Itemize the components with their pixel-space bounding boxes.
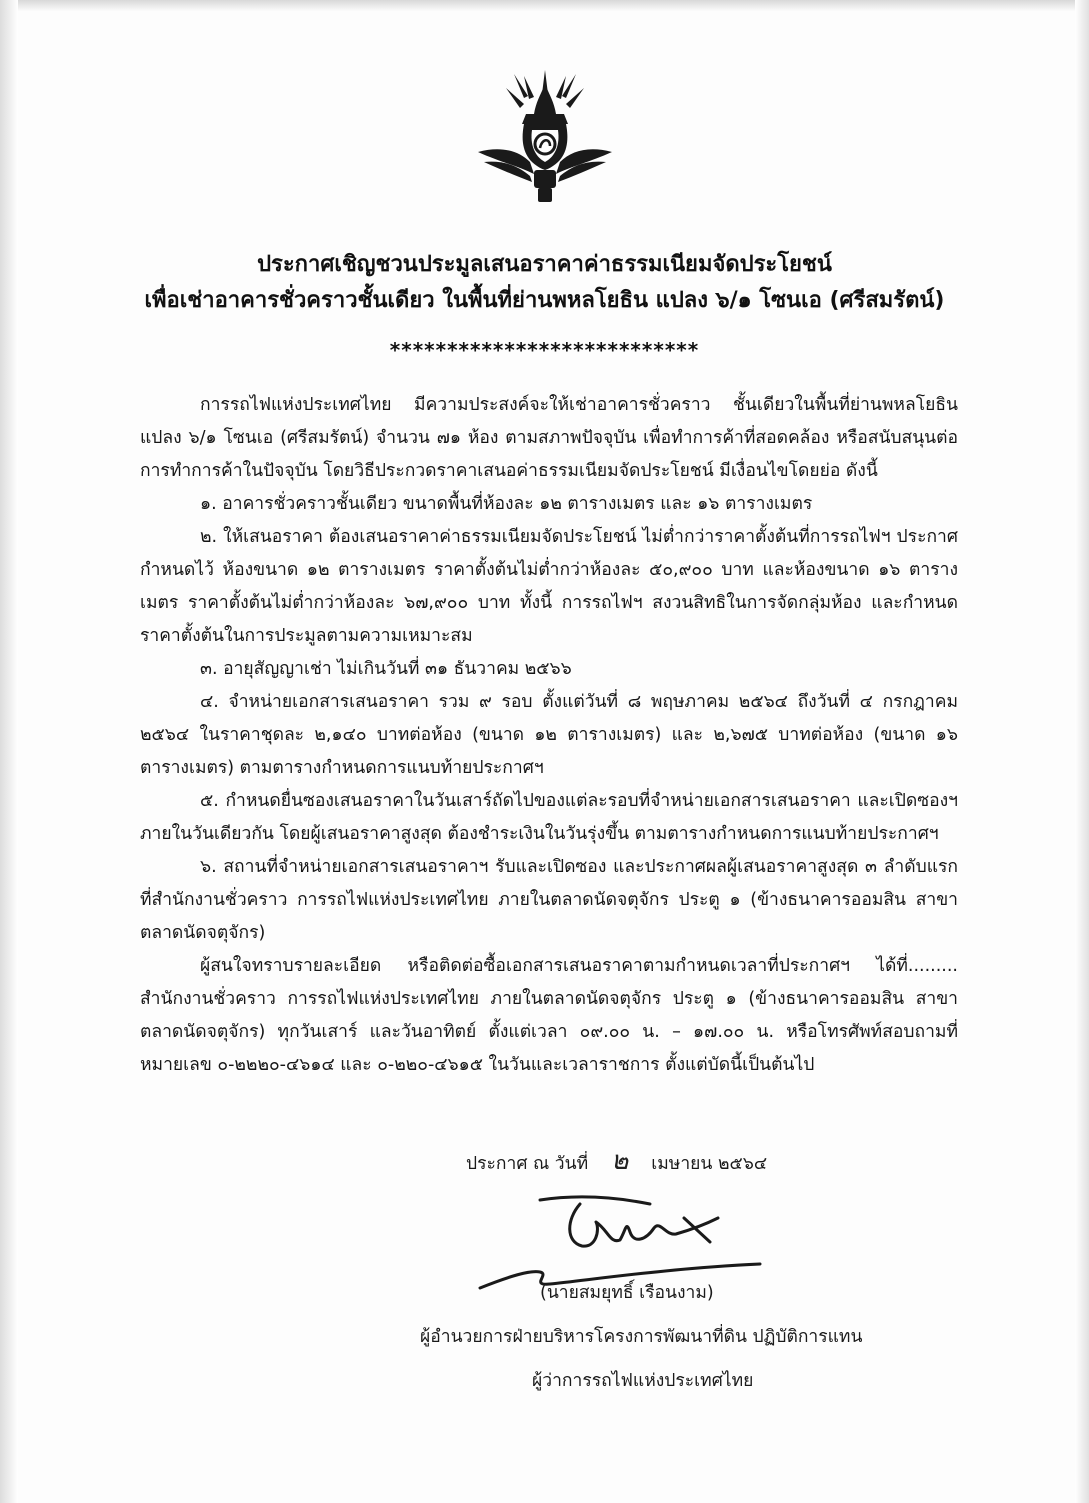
scan-shadow-top — [0, 0, 1089, 12]
condition-1: ๑. อาคารชั่วคราวชั้นเดียว ขนาดพื้นที่ห้องละ ๑๒ ตารางเมตร และ ๑๖ ตารางเมตร — [200, 494, 813, 514]
scan-shadow-right — [1075, 0, 1089, 1503]
signer-name: (นายสมยุทธิ์ เรือนงาม) — [540, 1283, 714, 1303]
condition-3: ๓. อายุสัญญาเช่า ไม่เกินวันที่ ๓๑ ธันวาคม ๒๕๖๖ — [200, 659, 572, 679]
scan-shadow-left — [0, 0, 18, 1503]
document-title-line-1: ประกาศเชิญชวนประมูลเสนอราคาค่าธรรมเนียมจัดประโยชน์ — [257, 252, 832, 277]
condition-4: ๔. จำหน่ายเอกสารเสนอราคา รวม ๙ รอบ ตั้งแต่วันที่ ๘ พฤษภาคม ๒๕๖๔ ถึงวันที่ ๔ กรกฎาคม ๒๕๖๔ ในราคาชุดละ ๒,๑๔๐ บาทต่อห้อง (ขนาด ๑๒ ตารางเมตร) และ ๒,๖๗๕ บาทต่อห้อง (ขนาด ๑๖ ตารางเมตร) ตามตารางกำหนดการแนบท้ายประกาศฯ — [140, 692, 958, 778]
announcement-date — [466, 1146, 767, 1179]
intro-paragraph: การรถไฟแห่งประเทศไทย มีความประสงค์จะให้เช่าอาคารชั่วคราว ชั้นเดียวในพื้นที่ย่านพหลโยธิน แปลง ๖/๑ โซนเอ (ศรีสมรัตน์) จำนวน ๗๑ ห้อง ตามสภาพปัจจุบัน เพื่อทำการค้าที่สอดคล้อง หรือสนับสนุนต่อการทำการค้าในปัจจุบัน โดยวิธีประกวดราคาเสนอค่าธรรมเนียมจัดประโยชน์ มีเงื่อนไขโดยย่อ ดังนี้ — [140, 395, 958, 481]
railway-emblem-icon — [474, 66, 616, 206]
announce-month-year: เมษายน ๒๕๖๔ — [651, 1154, 768, 1174]
star-separator: *************************** — [389, 338, 700, 362]
signer-organization: ผู้ว่าการรถไฟแห่งประเทศไทย — [532, 1371, 754, 1391]
announce-prefix: ประกาศ ณ วันที่ — [466, 1154, 589, 1174]
condition-2: ๒. ให้เสนอราคา ต้องเสนอราคาค่าธรรมเนียมจัดประโยชน์ ไม่ต่ำกว่าราคาตั้งต้นที่การรถไฟฯ ประกาศกำหนดไว้ ห้องขนาด ๑๒ ตารางเมตร ราคาตั้งต้นไม่ต่ำกว่าห้องละ ๕๐,๙๐๐ บาท และห้องขนาด ๑๖ ตารางเมตร ราคาตั้งต้นไม่ต่ำกว่าห้องละ ๖๗,๙๐๐ บาท ทั้งนี้ การรถไฟฯ สงวนสิทธิในการจัดกลุ่มห้อง และกำหนดราคาตั้งต้นในการประมูลตามความเหมาะสม — [140, 527, 958, 646]
condition-6: ๖. สถานที่จำหน่ายเอกสารเสนอราคาฯ รับและเปิดซอง และประกาศผลผู้เสนอราคาสูงสุด ๓ ลำดับแรก ที่สำนักงานชั่วคราว การรถไฟแห่งประเทศไทย ภายในตลาดนัดจตุจักร ประตู ๑ (ข้างธนาคารออมสิน สาขาตลาดนัดจตุจักร) — [140, 857, 958, 943]
document-body — [140, 389, 958, 1082]
announce-day: ๒ — [611, 1146, 629, 1176]
signer-position: ผู้อำนวยการฝ่ายบริหารโครงการพัฒนาที่ดิน ปฏิบัติการแทน — [420, 1327, 863, 1347]
condition-5: ๕. กำหนดยื่นซองเสนอราคาในวันเสาร์ถัดไปของแต่ละรอบที่จำหน่ายเอกสารเสนอราคา และเปิดซองฯ ภายในวันเดียวกัน โดยผู้เสนอราคาสูงสุด ต้องชำระเงินในวันรุ่งขึ้น ตามตารางกำหนดการแนบท้ายประกาศฯ — [140, 791, 958, 844]
contact-paragraph: ผู้สนใจทราบรายละเอียด หรือติดต่อซื้อเอกสารเสนอราคาตามกำหนดเวลาที่ประกาศฯ ได้ที่......... สำนักงานชั่วคราว การรถไฟแห่งประเทศไทย ภายในตลาดนัดจตุจักร ประตู ๑ (ข้างธนาคารออมสิน สาขาตลาดนัดจตุจักร) ทุกวันเสาร์ และวันอาทิตย์ ตั้งแต่เวลา ๐๙.๐๐ น. – ๑๗.๐๐ น. หรือโทรศัพท์สอบถามที่หมายเลข ๐-๒๒๒๐-๔๖๑๔ และ ๐-๒๒๐-๔๖๑๕ ในวันและเวลาราชการ ตั้งแต่บัดนี้เป็นต้นไป — [140, 956, 958, 1075]
document-title-line-2: เพื่อเช่าอาคารชั่วคราวชั้นเดียว ในพื้นที่ย่านพหลโยธิน แปลง ๖/๑ โซนเอ (ศรีสมรัตน์) — [144, 288, 945, 313]
